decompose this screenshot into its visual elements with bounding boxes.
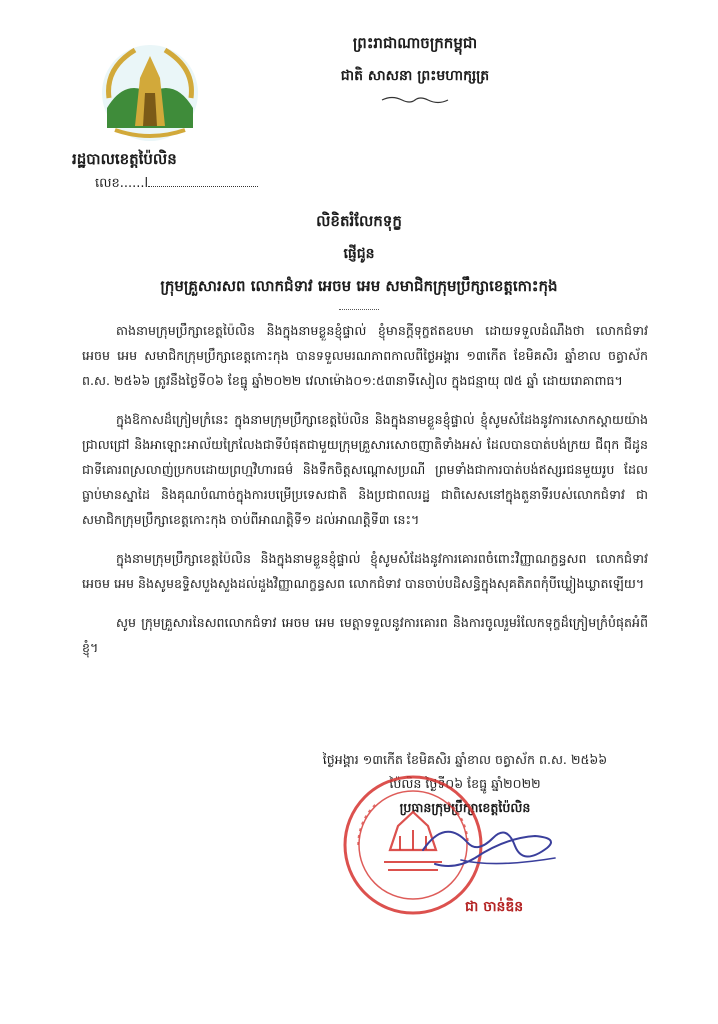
reference-number-line	[95, 174, 258, 194]
signer-title: ប្រធានក្រុមប្រឹក្សាខេត្តប៉ៃលិន	[399, 800, 531, 815]
kingdom-name: ព្រះរាជាណាចក្រកម្ពុជា	[352, 34, 478, 52]
recipient-line: ក្រុមគ្រួសារសព លោកជំទាវ អេចម អេម សមាជិកក្រុមប្រឹក្សាខេត្តកោះកុង	[160, 277, 558, 295]
kingdom-header	[300, 34, 530, 109]
provincial-emblem-icon	[95, 38, 205, 148]
reference-label: លេខ......l	[95, 176, 149, 191]
solar-date: ប៉ៃលិន ថ្ងៃទី០៦ ខែធ្នូ ឆ្នាំ២០២២	[389, 776, 541, 791]
national-motto: ជាតិ សាសនា ព្រះមហាក្សត្រ	[340, 68, 490, 84]
signer-name: ជា ចាន់ឌិន	[465, 899, 524, 915]
handwritten-signature-icon	[415, 808, 565, 878]
ornament-divider-icon	[380, 95, 450, 105]
lunar-date: ថ្ងៃអង្គារ ១៣កើត ខែមិគសិរ ឆ្នាំខាល ចត្វាស័ក ព.ស. ២៥៦៦	[322, 752, 608, 767]
body-paragraph-4: សូម ក្រុមគ្រួសារនៃសពលោកជំទាវ អេចម អេម មេត្តាទទួលនូវការគោរព និងការចូលរួមរំលែកទុក្ខដ៏ក្រៀមក្រំបំផុតអំពីខ្ញុំ។	[82, 615, 648, 655]
addressed-to-label: ផ្ញើជូន	[343, 246, 375, 262]
body-paragraph-1: តាងនាមក្រុមប្រឹក្សាខេត្តប៉ៃលិន និងក្នុងនាមខ្លួនខ្ញុំផ្ទាល់ ខ្ញុំមានក្តីទុក្ខឥតឧបមា ដោយទទួលដំណឹងថា លោកជំទាវ អេចម អេម សមាជិកក្រុមប្រឹក្សាខេត្តកោះកុង បានទទួលមរណភាពកាលពីថ្ងៃអង្គារ ១៣កើត ខែមិគសិរ ឆ្នាំខាល ចត្វាស័ក ព.ស. ២៥៦៦ ត្រូវនឹងថ្ងៃទី០៦ ខែធ្នូ ឆ្នាំ២០២២ វេលាម៉ោង០១:៥៣នាទីសៀល ក្នុងជន្មាយុ ៧៥ ឆ្នាំ ដោយរោគាពាធ។	[82, 323, 648, 388]
reference-dots	[148, 174, 258, 187]
letter-body	[82, 318, 648, 674]
body-paragraph-3: ក្នុងនាមក្រុមប្រឹក្សាខេត្តប៉ៃលិន និងក្នុងនាមខ្លួនខ្ញុំផ្ទាល់ ខ្ញុំសូមសំដែងនូវការគោរពចំពោះវិញ្ញាណក្ខន្ធសព លោកជំទាវ អេចម អេម និងសូមឧទ្ទិសបួងសួងដល់ដួងវិញ្ញាណក្ខន្ធសព លោកជំទាវ បានចាប់បដិសន្ធិក្នុងសុគតិភពកុំបីឃ្លៀងឃ្លាតឡើយ។	[82, 551, 648, 591]
issuing-authority-name: រដ្ឋបាលខេត្តប៉ៃលិន	[72, 150, 177, 168]
body-paragraph-2: ក្នុងឱកាសដ៏ក្រៀមក្រំនេះ ក្នុងនាមក្រុមប្រឹក្សាខេត្តប៉ៃលិន និងក្នុងនាមខ្លួនខ្ញុំផ្ទាល់ ខ្ញុំសូមសំដែងនូវការសោកស្តាយយ៉ាងជ្រាលជ្រៅ និងអាឡោះអាល័យក្រៃលែងជាទីបំផុតជាមួយក្រុមគ្រួសារសោចញាតិទាំងអស់ ដែលបានបាត់បង់ក្រយ ជីពុក ជីដូនជាទីគោរពស្រលាញ់ប្រកបដោយព្រហ្មវិហារធម៌ និងទឹកចិត្តសណ្តោសប្រណី ព្រមទាំងជាការបាត់បង់ឥស្សរជនមួយរូប ដែលធ្លាប់មានស្នាដៃ និងគុណបំណាច់ក្នុងការបម្រើប្រទេសជាតិ និងប្រជាពលរដ្ឋ ជាពិសេសនៅក្នុងតួនាទីរបស់លោកជំទាវ ជាសមាជិកក្រុមប្រឹក្សាខេត្តកោះកុង ចាប់ពីអាណត្តិទី១ ដល់អាណត្តិទី៣ នេះ។	[82, 412, 648, 527]
letter-title-block	[40, 212, 678, 310]
letter-title: លិខិតរំលែកទុក្ខ	[316, 212, 402, 230]
title-separator	[339, 309, 379, 310]
